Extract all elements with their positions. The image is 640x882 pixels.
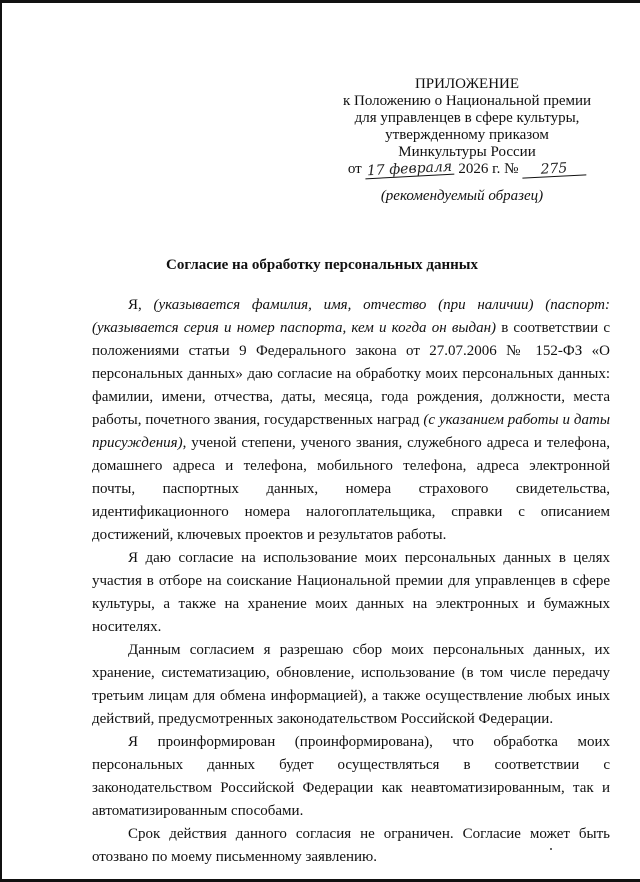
- p1-end: , ученой степени, ученого звания, служебного адреса и телефона, домашнего адреса и телефона, мобильного телефона, адреса электронной почты, паспортных данных, номера страхового свидетельства, идентификационного номера налогоплательщика, справки с описанием достижений, ключевых проектов и результатов работы.: [92, 435, 610, 543]
- appendix-header: [332, 76, 602, 178]
- scan-edge: [2, 0, 640, 3]
- header-line-4: Минкультуры России: [398, 144, 536, 160]
- p1-middle: в соответствии с положениями статьи 9 Федерального закона от 27.07.2006 № 152-ФЗ «О персональных данных» даю согласие на обработку моих персональных данных: фамилии, имени, отчества, даты, месяца, года рождения, должности, места работы, почетного звания, государственных наград: [92, 320, 611, 428]
- paragraph-1: [92, 294, 610, 547]
- date-suffix: 2026 г. №: [458, 161, 519, 177]
- paragraph-5: Срок действия данного согласия не ограничен. Согласие может быть отозвано по моему письменному заявлению.: [92, 826, 610, 865]
- header-line-1: к Положению о Национальной премии: [342, 93, 592, 109]
- header-line-3: утвержденному приказом: [385, 127, 549, 143]
- scan-speck: [550, 848, 552, 850]
- paragraph-2: Я даю согласие на использование моих персональных данных в целях участия в отборе на соискание Национальной премии для управленцев в сфере культуры, а также на хранение моих данных на электронных и бумажных носителях.: [92, 550, 610, 635]
- date-prefix: от: [347, 161, 362, 177]
- document-title: Согласие на обработку персональных данных: [165, 257, 478, 273]
- paragraph-4: Я проинформирован (проинформирована), что обработка моих персональных данных будет осуществляться в соответствии с законодательством Российской Федерации как неавтоматизированным, так и автоматизированным способами.: [92, 734, 610, 819]
- sample-note: (рекомендуемый образец): [380, 188, 544, 204]
- paragraph-3: Данным согласием я разрешаю сбор моих персональных данных, их хранение, систематизацию, обновление, использование (в том числе передачу третьим лицам для обмена информацией), а также осуществление любых иных действий, предусмотренных законодательством Российской Федерации.: [92, 642, 610, 727]
- handwritten-number: 275: [522, 160, 587, 178]
- header-line-2: для управленцев в сфере культуры,: [354, 110, 580, 126]
- p1-italic-awards: (с указанием работы и даты присуждения): [92, 412, 610, 451]
- document-body: [92, 294, 610, 869]
- p1-start: Я,: [128, 297, 154, 313]
- p1-italic-passport: (указывается фамилия, имя, отчество (при наличии) (паспорт: (указывается серия и номер паспорта, кем и когда он выдан): [92, 297, 610, 336]
- appendix-title: ПРИЛОЖЕНИЕ: [414, 76, 520, 92]
- order-date-line: [332, 158, 602, 180]
- handwritten-date: 17 февраля: [367, 158, 453, 180]
